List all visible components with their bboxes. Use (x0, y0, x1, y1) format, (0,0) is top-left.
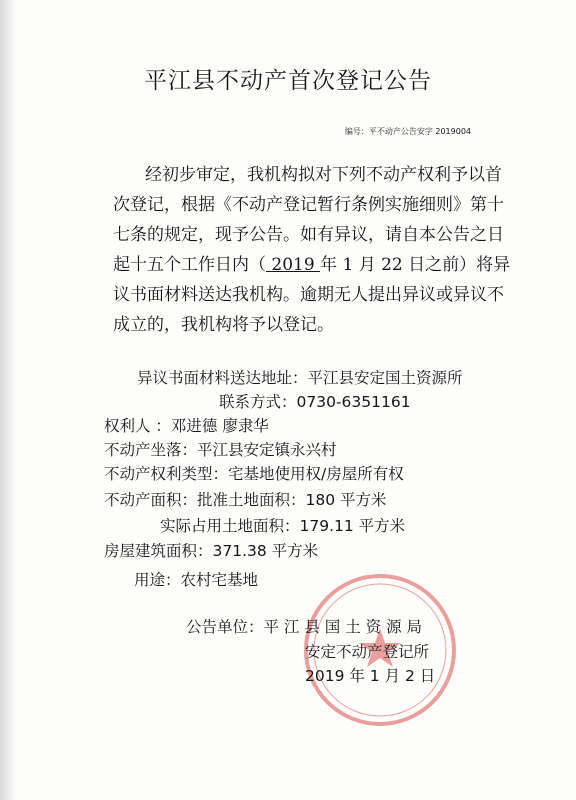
paragraph-line-1: 经初步审定，我机构拟对下列不动产权利予以首 (145, 165, 502, 185)
paragraph-line-2: 次登记，根据《不动产登记暂行条例实施细则》第十 (113, 195, 504, 215)
paragraph-line-3: 七条的规定，现予公告。如有异议，请自本公告之日 (113, 225, 504, 245)
serial-number: 编号：平不动产公告安字 2019004 (344, 127, 471, 136)
paragraph-line-6: 成立的，我机构将予以登记。 (113, 315, 334, 335)
actual-land-area: 实际占用土地面积：179.11 平方米 (160, 517, 406, 535)
deadline-year: 2019 (266, 255, 321, 275)
obligee: 权利人 ：邓进德 廖隶华 (104, 417, 269, 435)
building-area: 房屋建筑面积：371.38 平方米 (104, 542, 319, 560)
paragraph-line-4-end: 年 1 月 22 日之前）将异 (320, 255, 511, 275)
land-usage: 用途：农村宅基地 (134, 571, 259, 589)
approved-land-area: 不动产面积：批准土地面积：180 平方米 (104, 491, 387, 509)
paragraph-line-5: 议书面材料送达我机构。逾期无人提出异议或异议不 (113, 285, 504, 305)
objection-address: 异议书面材料送达地址：平江县安定国土资源所 (137, 369, 463, 387)
issuing-office: 安定不动产登记所 (305, 643, 430, 661)
property-location: 不动产坐落：平江县安定镇永兴村 (104, 441, 337, 459)
paragraph-line-4 (113, 250, 511, 280)
notice-title: 平江县不动产首次登记公告 (144, 68, 432, 94)
paragraph-line-4-start: 起十五个工作日内（ (113, 255, 266, 275)
issue-date: 2019 年 1 月 2 日 (305, 667, 436, 685)
scan-edge-shadow (0, 0, 16, 800)
right-type: 不动产权利类型：宅基地使用权/房屋所有权 (104, 465, 404, 483)
issuing-unit: 公告单位：平 江 县 国 土 资 源 局 (186, 618, 422, 636)
contact-info: 联系方式：0730-6351161 (219, 393, 411, 411)
